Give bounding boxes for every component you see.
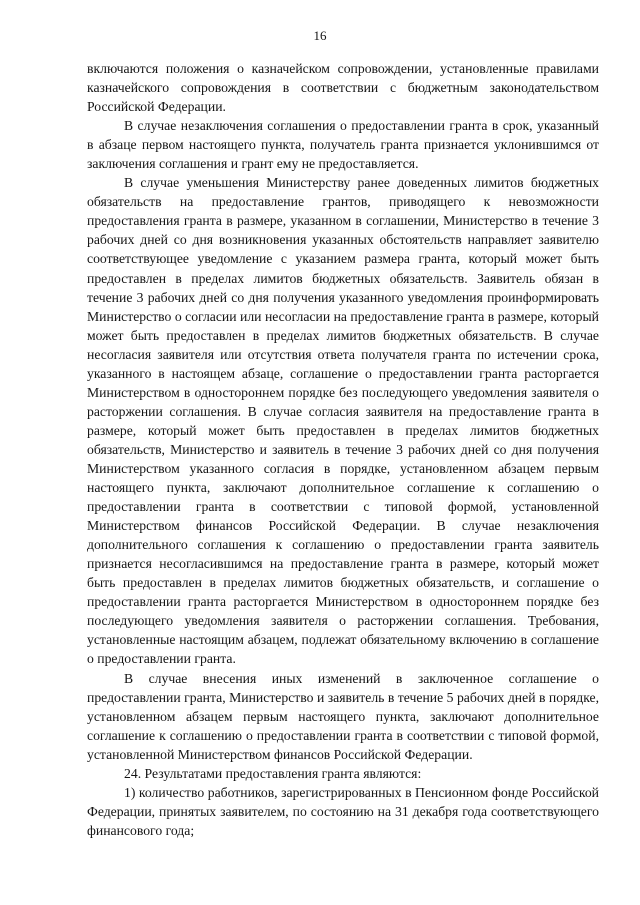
page-number: 16 xyxy=(313,28,327,43)
paragraph-budget-limits-reduction: В случае уменьшения Министерству ранее доведенных лимитов бюджетных обязательств на предоставление грантов, приводящего к невозможности предоставления гранта в размере, указанном в соглашении, Министерство в течение 3 рабочих дней со дня возникновения указанных обстоятельств направляет заявителю соответствующее уведомление с указанием размера гранта, который может быть предоставлен в пределах лимитов бюджетных обязательств. Заявитель обязан в течение 3 рабочих дней со дня получения указанного уведомления проинформировать Министерство о согласии или несогласии на предоставление гранта в размере, который может быть предоставлен в пределах лимитов бюджетных обязательств. В случае несогласия заявителя или отсутствия ответа получателя гранта по истечении срока, указанного в настоящем абзаце, соглашение о предоставлении гранта расторгается Министерством в одностороннем порядке без последующего уведомления заявителя о расторжении соглашения. В случае согласия заявителя на предоставление гранта в размере, который может быть предоставлен в пределах лимитов бюджетных обязательств, Министерство и заявитель в течение 3 рабочих дней со дня получения Министерством указанного согласия в порядке, установленном абзацем первым настоящего пункта, заключают дополнительное соглашение к соглашению о предоставлении гранта в соответствии с типовой формой, установленной Министерством финансов Российской Федерации. В случае незаключения дополнительного соглашения к соглашению о предоставлении гранта заявитель признается несогласившимся на предоставление гранта в размере, который может быть предоставлен в пределах лимитов бюджетных обязательств, и соглашение о предоставлении гранта расторгается Министерством в одностороннем порядке без последующего уведомления заявителя о расторжении соглашения. Требования, установленные настоящим абзацем, подлежат обязательному включению в соглашение о предоставлении гранта. xyxy=(87,175,599,667)
clause-24-item-1: 1) количество работников, зарегистрированных в Пенсионном фонде Российской Федерации, принятых заявителем, по состоянию на 31 декабря года соответствующего финансового года; xyxy=(87,784,599,838)
clause-24-heading: 24. Результатами предоставления гранта являются: xyxy=(124,765,422,781)
document-body xyxy=(87,59,599,840)
paragraph-other-amendments: В случае внесения иных изменений в заключенное соглашение о предоставлении гранта, Министерство и заявитель в течение 5 рабочих дней в порядке, установленном абзацем первым настоящего пункта, заключают дополнительное соглашение к соглашению о предоставлении гранта в соответствии с типовой формой, установленной Министерством финансов Российской Федерации. xyxy=(87,670,599,762)
paragraph-treasury-support-continued: включаются положения о казначейском сопровождении, установленные правилами казначейского сопровождения в соответствии с бюджетным законодательством Российской Федерации. xyxy=(87,61,599,115)
paragraph-non-conclusion-of-agreement: В случае незаключения соглашения о предоставлении гранта в срок, указанный в абзаце первом настоящего пункта, получатель гранта признается уклонившимся от заключения соглашения и грант ему не предоставляется. xyxy=(87,118,599,172)
